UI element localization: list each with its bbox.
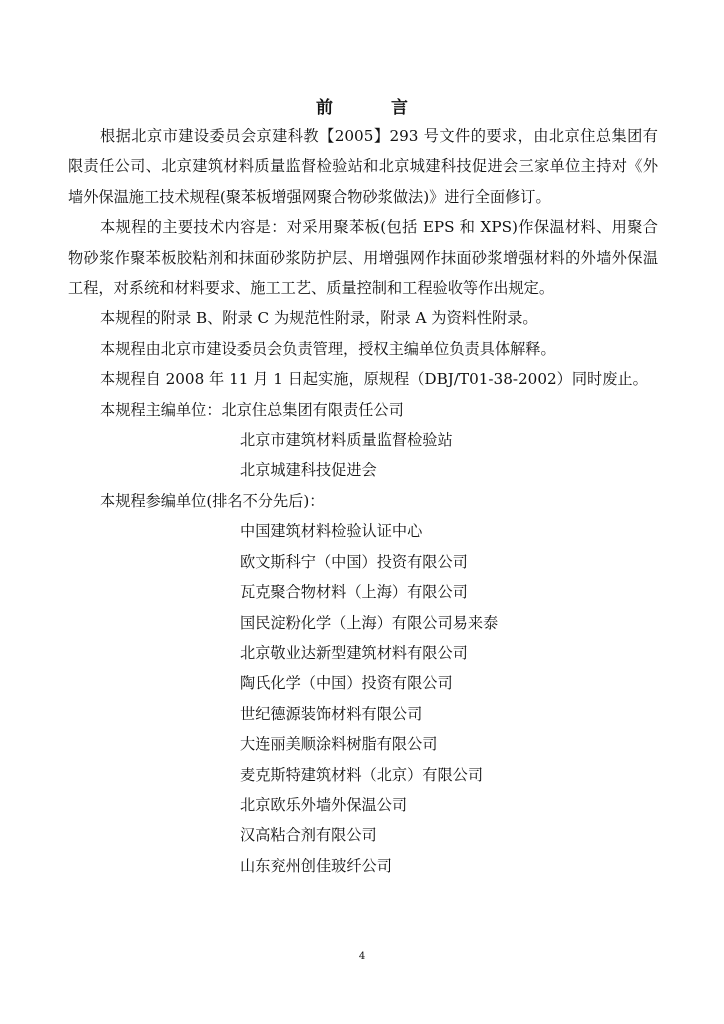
content-paragraph: 本规程的主要技术内容是：对采用聚苯板(包括 EPS 和 XPS)作保温材料、用聚合物砂浆作聚苯板胶粘剂和抹面砂浆防护层、用增强网作抹面砂浆增强材料的外墙外保温工程，对系统和材料要求、施工工艺、质量控制和工程验收等作出规定。 <box>68 218 658 298</box>
document-body <box>68 121 658 881</box>
intro-paragraph: 根据北京市建设委员会京建科教【2005】293 号文件的要求，由北京住总集团有限责任公司、北京建筑材料质量监督检验站和北京城建科技促进会三家单位主持对《外墙外保温施工技术规程(聚苯板增强网聚合物砂浆做法)》进行全面修订。 <box>68 127 658 206</box>
participating-unit: 大连丽美顺涂料树脂有限公司 <box>240 735 438 754</box>
chief-units-label: 本规程主编单位： <box>100 400 222 419</box>
participating-unit: 北京欧乐外墙外保温公司 <box>240 795 408 814</box>
participating-unit: 汉高粘合剂有限公司 <box>240 826 377 845</box>
chief-unit: 北京市建筑材料质量监督检验站 <box>240 431 453 450</box>
chief-unit: 北京住总集团有限责任公司 <box>221 400 404 419</box>
participating-unit: 陶氏化学（中国）投资有限公司 <box>240 674 453 693</box>
participating-units-label: 本规程参编单位(排名不分先后)： <box>100 491 325 510</box>
page-number: 4 <box>358 951 366 962</box>
effective-date-statement: 本规程自 2008 年 11 月 1 日起实施，原规程（DBJ/T01-38-2002）同时废止。 <box>100 370 648 389</box>
participating-unit: 世纪德源装饰材料有限公司 <box>240 704 423 723</box>
chief-units-row <box>68 395 658 425</box>
page-title: 前 言 <box>316 98 434 118</box>
participating-unit: 欧文斯科宁（中国）投资有限公司 <box>240 552 468 571</box>
participating-unit: 瓦克聚合物材料（上海）有限公司 <box>240 583 468 602</box>
participating-unit: 山东兖州创佳玻纤公司 <box>240 856 392 875</box>
chief-unit: 北京城建科技促进会 <box>240 461 377 480</box>
participating-unit: 国民淀粉化学（上海）有限公司易来泰 <box>240 613 499 632</box>
appendix-statement: 本规程的附录 B、附录 C 为规范性附录，附录 A 为资料性附录。 <box>100 309 538 328</box>
participating-unit: 北京敬业达新型建筑材料有限公司 <box>240 643 468 662</box>
management-statement: 本规程由北京市建设委员会负责管理，授权主编单位负责具体解释。 <box>100 339 556 358</box>
participating-unit: 麦克斯特建筑材料（北京）有限公司 <box>240 765 483 784</box>
participating-unit: 中国建筑材料检验认证中心 <box>240 522 423 541</box>
